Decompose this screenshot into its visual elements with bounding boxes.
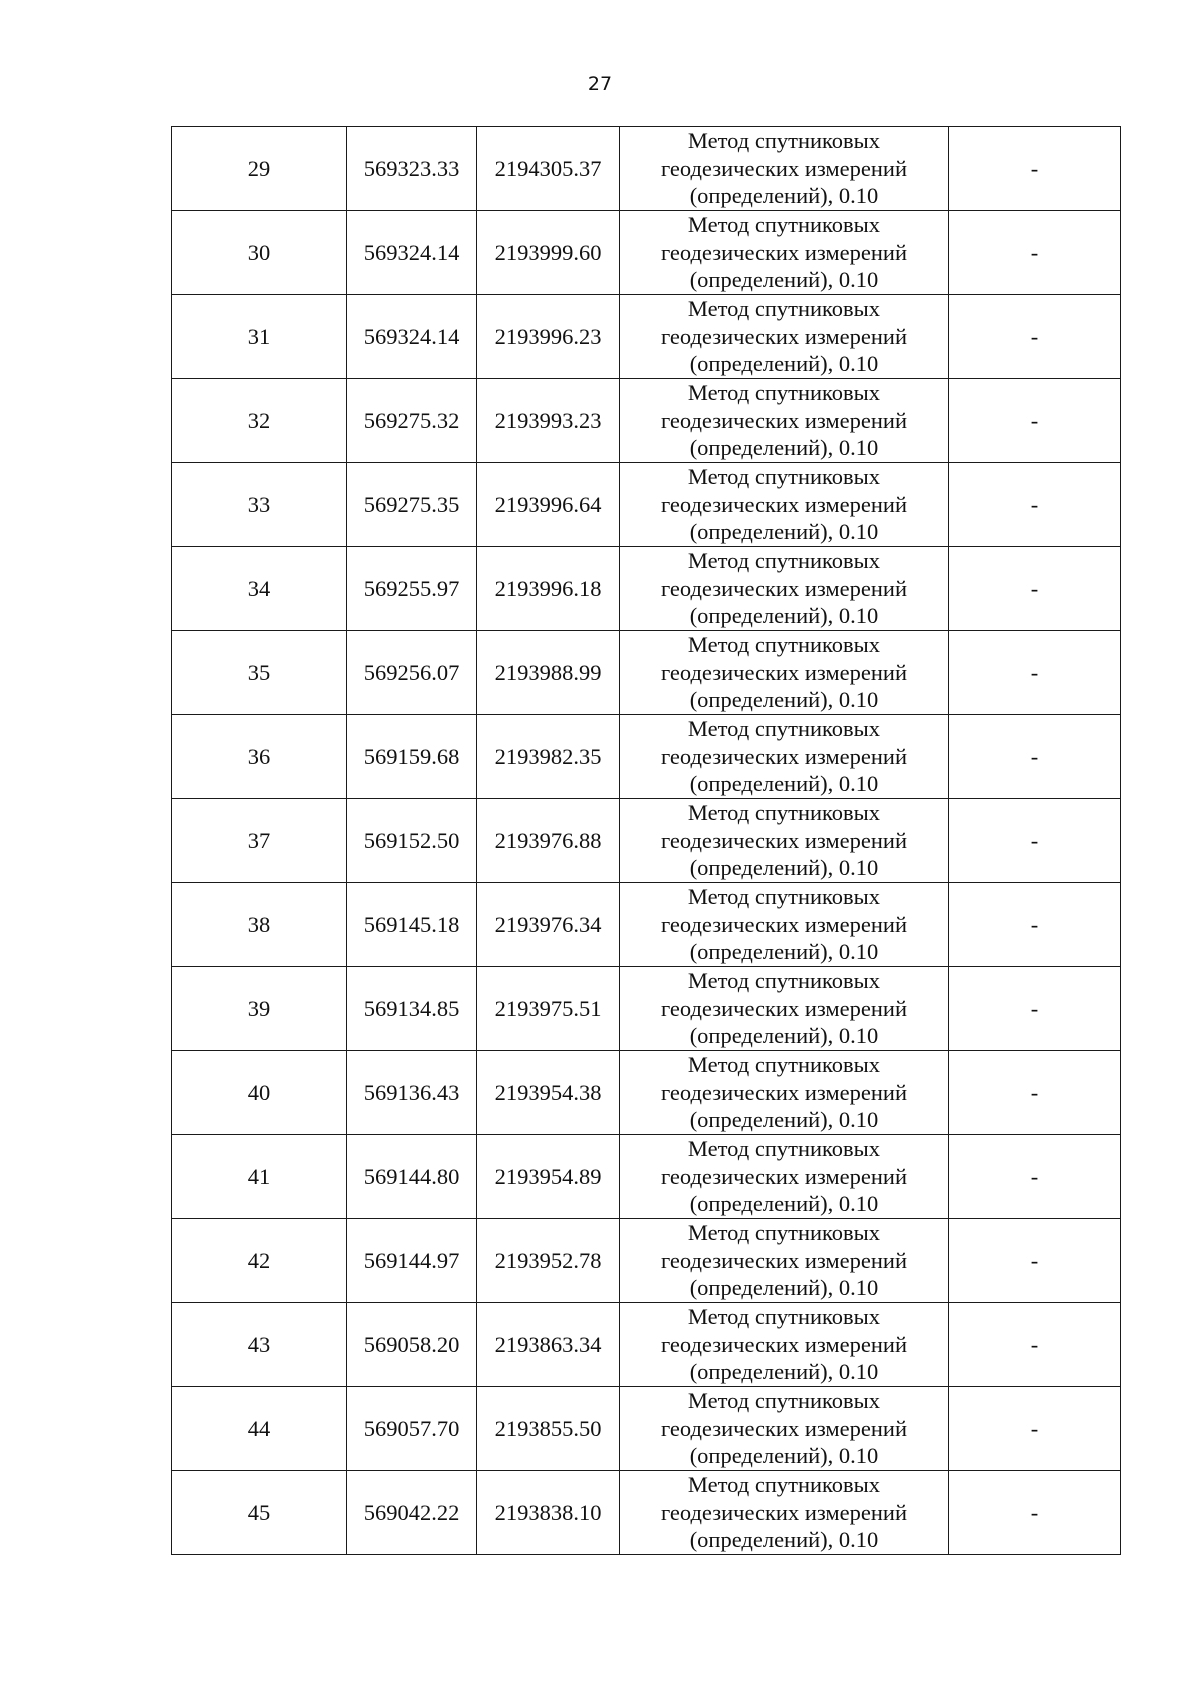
table-row bbox=[172, 211, 1121, 295]
method-line: геодезических измерений bbox=[660, 407, 908, 433]
description-cell: - bbox=[949, 379, 1121, 463]
x-coordinate-cell: 569145.18 bbox=[347, 883, 477, 967]
method-line: геодезических измерений bbox=[660, 575, 908, 601]
method-line: геодезических измерений bbox=[660, 1079, 908, 1105]
method-line: Метод спутниковых bbox=[687, 1220, 881, 1246]
description-cell: - bbox=[949, 127, 1121, 211]
description-cell: - bbox=[949, 547, 1121, 631]
method-cell bbox=[620, 1051, 949, 1135]
y-coordinate-cell: 2193863.34 bbox=[477, 1303, 620, 1387]
method-cell bbox=[620, 463, 949, 547]
method-cell bbox=[620, 715, 949, 799]
description-cell: - bbox=[949, 1219, 1121, 1303]
method-line: (определений), 0.10 bbox=[689, 351, 879, 377]
method-line: Метод спутниковых bbox=[687, 1136, 881, 1162]
method-line: геодезических измерений bbox=[660, 1247, 908, 1273]
method-line: Метод спутниковых bbox=[687, 548, 881, 574]
y-coordinate-cell: 2193976.34 bbox=[477, 883, 620, 967]
method-cell bbox=[620, 967, 949, 1051]
x-coordinate-cell: 569323.33 bbox=[347, 127, 477, 211]
method-cell bbox=[620, 1303, 949, 1387]
table-row bbox=[172, 379, 1121, 463]
method-line: геодезических измерений bbox=[660, 995, 908, 1021]
x-coordinate-cell: 569324.14 bbox=[347, 295, 477, 379]
point-number-cell: 37 bbox=[172, 799, 347, 883]
method-line: Метод спутниковых bbox=[687, 1472, 881, 1498]
method-cell bbox=[620, 1135, 949, 1219]
point-number-cell: 30 bbox=[172, 211, 347, 295]
y-coordinate-cell: 2193996.64 bbox=[477, 463, 620, 547]
method-line: (определений), 0.10 bbox=[689, 687, 879, 713]
table-row bbox=[172, 1219, 1121, 1303]
method-line: геодезических измерений bbox=[660, 827, 908, 853]
coordinates-table-body bbox=[172, 127, 1121, 1555]
y-coordinate-cell: 2193855.50 bbox=[477, 1387, 620, 1471]
description-cell: - bbox=[949, 1471, 1121, 1555]
method-line: Метод спутниковых bbox=[687, 632, 881, 658]
description-cell: - bbox=[949, 967, 1121, 1051]
table-row bbox=[172, 1471, 1121, 1555]
point-number-cell: 34 bbox=[172, 547, 347, 631]
method-line: (определений), 0.10 bbox=[689, 855, 879, 881]
description-cell: - bbox=[949, 715, 1121, 799]
description-cell: - bbox=[949, 463, 1121, 547]
y-coordinate-cell: 2193954.38 bbox=[477, 1051, 620, 1135]
table-row bbox=[172, 463, 1121, 547]
table-row bbox=[172, 715, 1121, 799]
method-line: Метод спутниковых bbox=[687, 1052, 881, 1078]
method-cell bbox=[620, 883, 949, 967]
method-line: (определений), 0.10 bbox=[689, 1443, 879, 1469]
method-line: Метод спутниковых bbox=[687, 380, 881, 406]
table-row bbox=[172, 883, 1121, 967]
method-line: Метод спутниковых bbox=[687, 128, 881, 154]
x-coordinate-cell: 569136.43 bbox=[347, 1051, 477, 1135]
method-line: геодезических измерений bbox=[660, 911, 908, 937]
method-line: геодезических измерений bbox=[660, 743, 908, 769]
method-line: Метод спутниковых bbox=[687, 884, 881, 910]
method-line: геодезических измерений bbox=[660, 1331, 908, 1357]
method-line: (определений), 0.10 bbox=[689, 1023, 879, 1049]
point-number-cell: 31 bbox=[172, 295, 347, 379]
y-coordinate-cell: 2193838.10 bbox=[477, 1471, 620, 1555]
x-coordinate-cell: 569159.68 bbox=[347, 715, 477, 799]
method-cell bbox=[620, 1387, 949, 1471]
description-cell: - bbox=[949, 1387, 1121, 1471]
method-line: Метод спутниковых bbox=[687, 716, 881, 742]
method-line: Метод спутниковых bbox=[687, 800, 881, 826]
method-line: Метод спутниковых bbox=[687, 212, 881, 238]
page-number: 27 bbox=[587, 73, 613, 95]
point-number-cell: 36 bbox=[172, 715, 347, 799]
x-coordinate-cell: 569144.80 bbox=[347, 1135, 477, 1219]
method-line: (определений), 0.10 bbox=[689, 1527, 879, 1553]
table-row bbox=[172, 547, 1121, 631]
x-coordinate-cell: 569057.70 bbox=[347, 1387, 477, 1471]
table-row bbox=[172, 1051, 1121, 1135]
point-number-cell: 39 bbox=[172, 967, 347, 1051]
method-cell bbox=[620, 1219, 949, 1303]
x-coordinate-cell: 569275.35 bbox=[347, 463, 477, 547]
description-cell: - bbox=[949, 883, 1121, 967]
point-number-cell: 40 bbox=[172, 1051, 347, 1135]
y-coordinate-cell: 2193996.18 bbox=[477, 547, 620, 631]
method-line: (определений), 0.10 bbox=[689, 183, 879, 209]
method-line: геодезических измерений bbox=[660, 1415, 908, 1441]
x-coordinate-cell: 569152.50 bbox=[347, 799, 477, 883]
y-coordinate-cell: 2193993.23 bbox=[477, 379, 620, 463]
y-coordinate-cell: 2193952.78 bbox=[477, 1219, 620, 1303]
method-line: геодезических измерений bbox=[660, 323, 908, 349]
method-line: (определений), 0.10 bbox=[689, 1107, 879, 1133]
description-cell: - bbox=[949, 799, 1121, 883]
method-line: Метод спутниковых bbox=[687, 1388, 881, 1414]
method-line: геодезических измерений bbox=[660, 239, 908, 265]
description-cell: - bbox=[949, 1051, 1121, 1135]
point-number-cell: 38 bbox=[172, 883, 347, 967]
x-coordinate-cell: 569275.32 bbox=[347, 379, 477, 463]
method-cell bbox=[620, 211, 949, 295]
description-cell: - bbox=[949, 295, 1121, 379]
point-number-cell: 32 bbox=[172, 379, 347, 463]
table-row bbox=[172, 799, 1121, 883]
y-coordinate-cell: 2193982.35 bbox=[477, 715, 620, 799]
point-number-cell: 44 bbox=[172, 1387, 347, 1471]
y-coordinate-cell: 2193988.99 bbox=[477, 631, 620, 715]
method-cell bbox=[620, 127, 949, 211]
method-cell bbox=[620, 547, 949, 631]
point-number-cell: 45 bbox=[172, 1471, 347, 1555]
method-line: (определений), 0.10 bbox=[689, 519, 879, 545]
y-coordinate-cell: 2193954.89 bbox=[477, 1135, 620, 1219]
x-coordinate-cell: 569144.97 bbox=[347, 1219, 477, 1303]
point-number-cell: 42 bbox=[172, 1219, 347, 1303]
method-line: Метод спутниковых bbox=[687, 464, 881, 490]
description-cell: - bbox=[949, 631, 1121, 715]
method-line: геодезических измерений bbox=[660, 1163, 908, 1189]
y-coordinate-cell: 2193975.51 bbox=[477, 967, 620, 1051]
description-cell: - bbox=[949, 1303, 1121, 1387]
method-line: геодезических измерений bbox=[660, 659, 908, 685]
method-line: геодезических измерений bbox=[660, 1499, 908, 1525]
x-coordinate-cell: 569042.22 bbox=[347, 1471, 477, 1555]
table-row bbox=[172, 127, 1121, 211]
method-cell bbox=[620, 799, 949, 883]
description-cell: - bbox=[949, 211, 1121, 295]
method-line: (определений), 0.10 bbox=[689, 267, 879, 293]
method-line: (определений), 0.10 bbox=[689, 939, 879, 965]
x-coordinate-cell: 569058.20 bbox=[347, 1303, 477, 1387]
method-line: (определений), 0.10 bbox=[689, 771, 879, 797]
method-line: геодезических измерений bbox=[660, 155, 908, 181]
method-line: (определений), 0.10 bbox=[689, 435, 879, 461]
method-cell bbox=[620, 631, 949, 715]
x-coordinate-cell: 569256.07 bbox=[347, 631, 477, 715]
method-line: (определений), 0.10 bbox=[689, 1191, 879, 1217]
method-line: (определений), 0.10 bbox=[689, 1275, 879, 1301]
table-row bbox=[172, 1303, 1121, 1387]
point-number-cell: 29 bbox=[172, 127, 347, 211]
method-line: Метод спутниковых bbox=[687, 296, 881, 322]
description-cell: - bbox=[949, 1135, 1121, 1219]
x-coordinate-cell: 569134.85 bbox=[347, 967, 477, 1051]
method-line: геодезических измерений bbox=[660, 491, 908, 517]
table-row bbox=[172, 1135, 1121, 1219]
table-row bbox=[172, 967, 1121, 1051]
method-line: Метод спутниковых bbox=[687, 1304, 881, 1330]
point-number-cell: 33 bbox=[172, 463, 347, 547]
y-coordinate-cell: 2194305.37 bbox=[477, 127, 620, 211]
table-row bbox=[172, 631, 1121, 715]
y-coordinate-cell: 2193999.60 bbox=[477, 211, 620, 295]
method-cell bbox=[620, 379, 949, 463]
point-number-cell: 41 bbox=[172, 1135, 347, 1219]
method-line: (определений), 0.10 bbox=[689, 1359, 879, 1385]
coordinates-table bbox=[171, 126, 1121, 1555]
table-row bbox=[172, 295, 1121, 379]
method-cell bbox=[620, 1471, 949, 1555]
table-row bbox=[172, 1387, 1121, 1471]
x-coordinate-cell: 569324.14 bbox=[347, 211, 477, 295]
x-coordinate-cell: 569255.97 bbox=[347, 547, 477, 631]
y-coordinate-cell: 2193976.88 bbox=[477, 799, 620, 883]
method-line: (определений), 0.10 bbox=[689, 603, 879, 629]
point-number-cell: 35 bbox=[172, 631, 347, 715]
y-coordinate-cell: 2193996.23 bbox=[477, 295, 620, 379]
method-cell bbox=[620, 295, 949, 379]
point-number-cell: 43 bbox=[172, 1303, 347, 1387]
method-line: Метод спутниковых bbox=[687, 968, 881, 994]
